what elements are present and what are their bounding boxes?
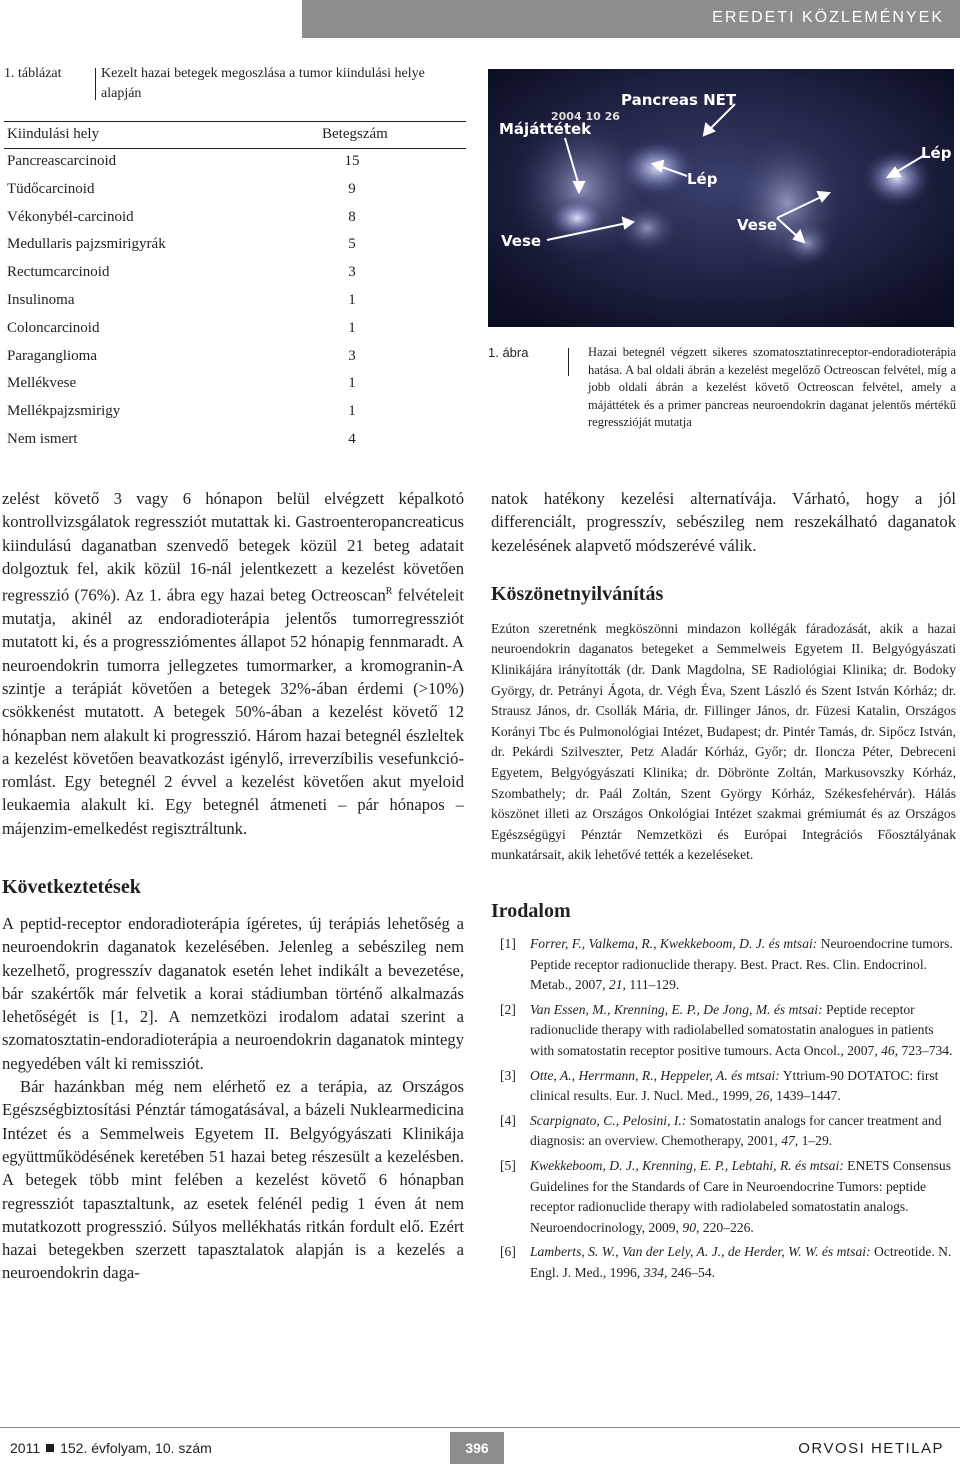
reference-pages: 246–54. bbox=[667, 1264, 716, 1280]
body-text: zelést követő 3 vagy 6 hónapon belül elvégzett képalkotó kontrollvizsgálatok regressziót mutattak ki. Gastroenteropancreaticus kiindulású daganatban szenvedő betegek közül 21 beteg adatait dolgoztuk fel, akik közül 16-nál jelentkezett a kezelést követően regresszió (76%). Az 1. ábra egy hazai beteg Octreoscan bbox=[2, 489, 464, 605]
row-count: 1 bbox=[348, 403, 356, 420]
label-kidney-left: Vese bbox=[501, 232, 542, 250]
superscript: R bbox=[385, 586, 393, 598]
row-site: Vékonybél-carcinoid bbox=[7, 208, 134, 225]
row-site: Paraganglioma bbox=[7, 347, 97, 364]
reference-volume: 90, bbox=[682, 1219, 700, 1235]
reference-authors: Kwekkeboom, D. J., Krenning, E. P., Lebtahi, R. és mtsai: bbox=[530, 1157, 844, 1173]
row-site: Mellékvese bbox=[7, 375, 77, 392]
page-number: 396 bbox=[450, 1432, 504, 1464]
journal-name: ORVOSI HETILAP bbox=[798, 1440, 944, 1457]
reference-pages: 1439–1447. bbox=[772, 1088, 841, 1104]
reference-item bbox=[491, 934, 956, 996]
acknowledgement-text: Ezúton szeretnénk megköszönni mindazon kollégák fáradozását, akik a hazai neuroendokrin daganatos betegeket a Semmelweis Egyetem II. Belgyógyászati Klinikájára irányították (dr. Dank Magdolna, SE Radiológiai Klinika; dr. Bodoky György, dr. Petrányi Ágota, dr. Végh Éva, Szent László és Szent István Kórház; dr. Strausz János, dr. Csollák Mária, dr. Fillinger János, dr. Füzesi Katalin, Országos Korányi Tbc és Pulmonológiai Intézet, Budapest; dr. Pintér Tamás, dr. Sipőcz István, dr. Pekárdi Szilveszter, Petz Aladár Kórház, Győr; dr. Iloncza Péter, Debreceni Egyetem, Belgyógyászati Klinika; dr. Döbrönte Zoltán, Markusovszky Kórház, Szombathely; dr. Paál Zoltán, Szent György Kórház, Székesfehérvár). Hálás köszönet illeti az Országos Onkológiai Intézet szakmai grémiumát és az Országos Egészségügyi Pénztár Nemzetközi és Európai Integrációs Főosztályának munkatársait, akik lehetővé tették a kezeléseket. bbox=[491, 620, 956, 863]
figure-date: 2004 10 26 bbox=[551, 110, 620, 123]
patient-distribution-table bbox=[4, 121, 466, 455]
body-paragraph: Bár hazánkban még nem elérhető ez a terápia, az Országos Egészségbiztosítási Pénztár támogatásával, a bázeli Nuklearmedicina Intézet és a Semmelweis Egyetem II. Belgyógyászati Klinikája együttműködésének keretében 51 hazai beteg részesült a kezelésben. A betegek több mint felében a kezelést követő 6 hónapban regressziót tapasztaltunk, az esetek felénél pedig 1 éven át nem mutatkozott progresszió. Súlyos mellékhatás ritkán fordult elő. Ezért hazai betegekben szerzett tapasztalatok alapján is a kezelés a neuroendokrin daga- bbox=[2, 1077, 464, 1283]
body-text: felvételeit mutatja, akinél az endoradioterápia jelentős tumorregressziót mutatott ki, és a progressziómentes állapot 52 hónapig fennmaradt. A neuroendokrin tumorra jellegzetes tumormarker, a kromogranin-A szintje a terápiát követően a betegek 32%-ában érdemi (>10%) csökkenést mutatott. A betegek 50%-ában a kezelést követő 12 hónapban nem alakult ki progresszió. Három hazai betegnél észleltek a kezelést követően beavatkozást igénylő, irreverzíbilis vesefunkció-romlást. Egy betegnél 2 évvel a kezelést követően akut myeloid leukaemia alakult ki. Egy betegnél átmeneti – pár hónapos – májenzim-emelkedést regisztráltunk. bbox=[2, 585, 465, 838]
row-site: Medullaris pajzsmirigyrák bbox=[7, 236, 166, 253]
reference-volume: 26, bbox=[755, 1088, 773, 1104]
reference-item bbox=[491, 1242, 956, 1283]
octreoscan-image bbox=[487, 68, 955, 328]
reference-pages: 111–129. bbox=[625, 977, 680, 993]
figure-title: Pancreas NET bbox=[621, 91, 737, 109]
row-count: 1 bbox=[348, 375, 356, 392]
row-site: Tüdőcarcinoid bbox=[7, 180, 95, 197]
row-count: 4 bbox=[348, 430, 356, 447]
reference-pages: 723–734. bbox=[898, 1042, 953, 1058]
section-heading-conclusions: Következtetések bbox=[2, 875, 141, 898]
reference-pages: 220–226. bbox=[699, 1219, 754, 1235]
table-header-row bbox=[4, 122, 466, 148]
table-row bbox=[4, 316, 466, 344]
table-row bbox=[4, 205, 466, 233]
footer-volume: 152. évfolyam, 10. szám bbox=[60, 1440, 212, 1456]
reference-volume: 21, bbox=[608, 977, 626, 993]
row-count: 5 bbox=[348, 236, 356, 253]
footer-year: 2011 bbox=[10, 1440, 41, 1456]
table-row bbox=[4, 344, 466, 372]
reference-item bbox=[491, 1156, 956, 1238]
reference-number: [2] bbox=[500, 1001, 516, 1017]
table-row bbox=[4, 232, 466, 260]
row-site: Insulinoma bbox=[7, 291, 75, 308]
table-caption-text: Kezelt hazai betegek megoszlása a tumor kiindulási helye alapján bbox=[101, 66, 425, 101]
row-count: 3 bbox=[348, 264, 356, 281]
reference-text: Peptide receptor radionuclide therapy with radiolabelled somatostatin analogues in patients with somatostatin receptor positive tumours. Acta Oncol., 2007, bbox=[530, 1001, 934, 1058]
row-site: Coloncarcinoid bbox=[7, 319, 100, 336]
row-count: 15 bbox=[344, 153, 360, 169]
header-count: Betegszám bbox=[322, 126, 388, 142]
reference-authors: Otte, A., Herrmann, R., Heppeler, A. és mtsai: bbox=[530, 1067, 780, 1083]
reference-number: [5] bbox=[500, 1157, 516, 1173]
reference-text: Neuroendocrine tumors. Peptide receptor radionuclide therapy. Best. Pract. Res. Clin. Endocrinol. Metab., 2007, bbox=[530, 936, 953, 993]
table-row bbox=[4, 260, 466, 288]
reference-authors: Van Essen, M., Krenning, E. P., De Jong, M. és mtsai: bbox=[530, 1001, 823, 1017]
square-bullet-icon bbox=[46, 1444, 54, 1452]
reference-number: [4] bbox=[500, 1112, 516, 1128]
reference-authors: Scarpignato, C., Pelosini, I.: bbox=[530, 1112, 687, 1128]
row-count: 8 bbox=[348, 208, 356, 225]
reference-text: ENETS Consensus Guidelines for the Standards of Care in Neuroendocrine Tumors: peptide receptor radionuclide therapy with radiolabeled somatostatin analogs. Neuroendocrinology, 2009, bbox=[530, 1157, 952, 1235]
reference-number: [1] bbox=[500, 936, 516, 952]
row-count: 1 bbox=[348, 291, 356, 308]
reference-volume: 47, bbox=[781, 1133, 799, 1149]
table-row bbox=[4, 288, 466, 316]
figure-caption-text: Hazai betegnél végzett sikeres szomatosztatinreceptor-endoradioterápia hatása. A bal oldali ábrán a kezelést megelőző Octreoscan felvétel, míg a jobb oldali ábrán a kezelést követő Octreoscan felvétel, amely a májáttétek és a primer pancreas neuroendokrin daganat jelentős mértékű regresszióját mutatja bbox=[588, 345, 956, 429]
label-liver-metastases: Májáttétek bbox=[499, 120, 592, 138]
footer-issue bbox=[10, 1440, 212, 1464]
row-site: Mellékpajzsmirigy bbox=[7, 403, 121, 420]
section-heading-acknowledgements: Köszönetnyilvánítás bbox=[491, 582, 664, 605]
label-spleen-left: Lép bbox=[687, 170, 718, 188]
label-spleen-right: Lép bbox=[921, 144, 952, 162]
reference-item bbox=[491, 1111, 956, 1152]
body-paragraph bbox=[2, 487, 464, 840]
reference-volume: 334, bbox=[643, 1264, 668, 1280]
reference-pages: 1–29. bbox=[798, 1133, 833, 1149]
reference-text: Yttrium-90 DOTATOC: first clinical results. Eur. J. Nucl. Med., 1999, bbox=[530, 1067, 939, 1104]
table-row bbox=[4, 427, 466, 455]
left-column bbox=[2, 487, 464, 1285]
row-site: Rectumcarcinoid bbox=[7, 264, 110, 281]
reference-number: [6] bbox=[500, 1244, 516, 1260]
table-row bbox=[4, 399, 466, 427]
reference-text: Octreotide. N. Engl. J. Med., 1996, bbox=[530, 1244, 952, 1280]
body-paragraph: A peptid-receptor endoradioterápia ígéretes, új terápiás lehetőség a neuroendokrin daganatok kezelésében. Jelenleg a sebészileg nem kezelhető, progresszív daganatok esetén lehet indikált a bevezetése, bár szakértők már felvetik a korai stádiumban történő alkalmazás lehetőségét is [1, 2]. A nemzetközi irodalom adatai szerint a szomatosztatin-endoradioterápia a neuroendokrin daganatok mintegy negyedében vált ki remissziót. bbox=[2, 913, 464, 1073]
row-site: Pancreascarcinoid bbox=[7, 153, 117, 169]
reference-list bbox=[491, 934, 956, 1284]
table-row bbox=[4, 149, 466, 177]
header-site: Kiindulási hely bbox=[7, 126, 100, 142]
caption-divider bbox=[568, 348, 569, 376]
caption-divider bbox=[95, 68, 96, 100]
reference-volume: 46, bbox=[881, 1042, 899, 1058]
label-kidney-right: Vese bbox=[737, 216, 778, 234]
table-row bbox=[4, 177, 466, 205]
table-row bbox=[4, 371, 466, 399]
right-column bbox=[491, 487, 956, 1288]
section-heading-references: Irodalom bbox=[491, 900, 571, 923]
body-paragraph: natok hatékony kezelési alternatívája. Várható, hogy a jól differenciált, progresszív, sebészileg nem reszekálható daganatok kezelésének alapvető módszerévé válik. bbox=[491, 489, 956, 555]
reference-authors: Lamberts, S. W., Van der Lely, A. J., de Herder, W. W. és mtsai: bbox=[530, 1244, 871, 1260]
reference-number: [3] bbox=[500, 1067, 516, 1083]
table-label: 1. táblázat bbox=[4, 66, 62, 81]
row-count: 3 bbox=[348, 347, 356, 364]
row-count: 1 bbox=[348, 319, 356, 336]
reference-text: Somatostatin analogs for cancer treatment and diagnosis: an overview. Chemotherapy, 2001, bbox=[530, 1112, 942, 1149]
reference-item bbox=[491, 1066, 956, 1107]
figure-label: 1. ábra bbox=[488, 345, 529, 360]
reference-item bbox=[491, 1000, 956, 1062]
row-count: 9 bbox=[348, 180, 356, 197]
footer-rule bbox=[0, 1427, 960, 1428]
section-title: EREDETI KÖZLEMÉNYEK bbox=[712, 9, 944, 26]
section-header bbox=[302, 0, 960, 38]
reference-authors: Forrer, F., Valkema, R., Kwekkeboom, D. J. és mtsai: bbox=[530, 936, 818, 952]
row-site: Nem ismert bbox=[7, 430, 78, 447]
